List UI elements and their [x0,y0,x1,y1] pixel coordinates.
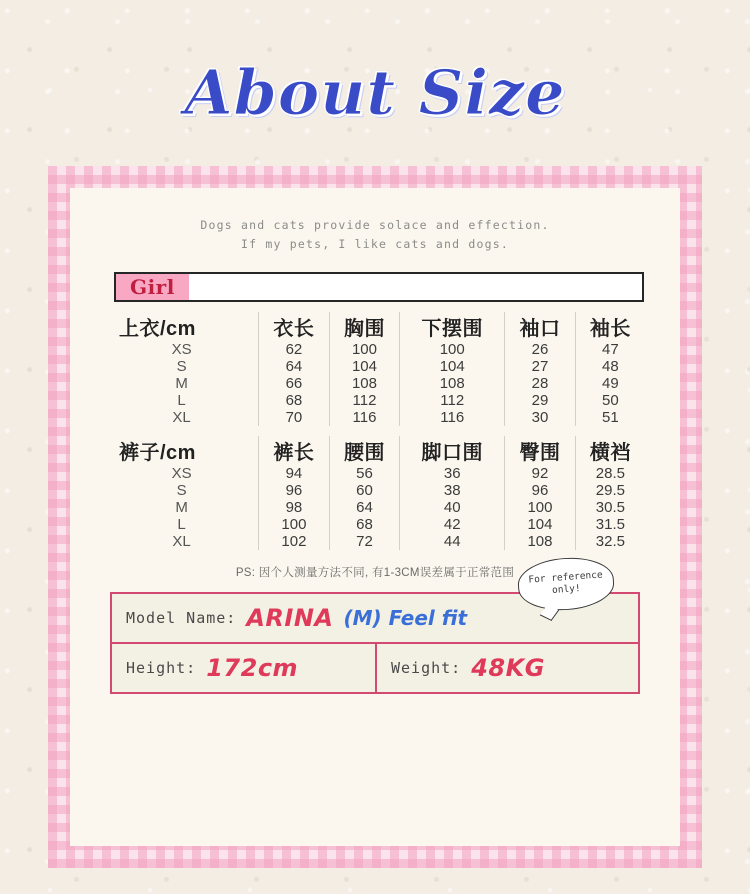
table-row [105,516,645,533]
girl-label-bar [114,272,644,302]
gingham-frame [48,166,702,868]
table-row [105,358,645,375]
model-weight-label: Weight: [391,659,462,677]
cell-value: 64 [259,358,330,375]
model-measurements-row [112,642,638,692]
table-row [105,465,645,482]
cell-value: 70 [259,409,330,426]
top-header-hem: 下摆围 [400,312,505,341]
cell-value: 116 [400,409,505,426]
cell-value: 48 [575,358,645,375]
cell-value: 100 [400,341,505,358]
cell-value: 116 [329,409,400,426]
model-weight-value: 48KG [471,654,545,682]
cell-value: 29.5 [575,482,645,499]
cell-value: 66 [259,375,330,392]
cell-value: 60 [329,482,400,499]
top-header-length: 衣长 [259,312,330,341]
size-card [70,188,680,846]
top-header-sleeve: 袖长 [575,312,645,341]
bottom-header-crotch: 横裆 [575,436,645,465]
page-title: About Size [184,56,566,129]
cell-size: M [175,499,188,516]
reference-bubble: For reference only! [516,555,615,614]
cell-size: XL [172,533,191,550]
top-header-bust: 胸围 [329,312,400,341]
model-weight-cell [375,644,638,692]
top-table-header-row [105,312,645,341]
cell-value: 49 [575,375,645,392]
bottom-size-table [105,436,645,550]
bottom-header-waist: 腰围 [329,436,400,465]
cell-value: 27 [505,358,576,375]
cell-value: 50 [575,392,645,409]
model-fit-value: (M) Feel fit [343,606,468,630]
cell-value: 102 [259,533,330,550]
cell-value: 104 [505,516,576,533]
table-row [105,409,645,426]
girl-bar-blank [189,274,642,300]
cell-value: 42 [400,516,505,533]
cell-value: 104 [329,358,400,375]
cell-size: XS [171,341,192,358]
table-row [105,392,645,409]
cell-value: 104 [400,358,505,375]
cell-value: 40 [400,499,505,516]
cell-size: L [177,516,186,533]
decorative-note [92,216,658,254]
cell-value: 62 [259,341,330,358]
cell-value: 44 [400,533,505,550]
bottom-header-length: 裤长 [259,436,330,465]
top-header-cuff: 袖口 [505,312,576,341]
cell-value: 108 [505,533,576,550]
cell-value: 56 [329,465,400,482]
cell-value: 31.5 [575,516,645,533]
cell-value: 29 [505,392,576,409]
cell-value: 32.5 [575,533,645,550]
cell-value: 100 [329,341,400,358]
bottom-header-legopening: 脚口围 [400,436,505,465]
cell-value: 96 [259,482,330,499]
cell-value: 94 [259,465,330,482]
cell-value: 92 [505,465,576,482]
note-line-2: If my pets, I like cats and dogs. [240,237,510,251]
cell-value: 47 [575,341,645,358]
cell-value: 108 [400,375,505,392]
cell-value: 28 [505,375,576,392]
cell-value: 112 [329,392,400,409]
cell-value: 38 [400,482,505,499]
cell-value: 96 [505,482,576,499]
cell-value: 30.5 [575,499,645,516]
top-size-table [105,312,645,426]
bottom-header-category: 裤子/cm [119,442,196,464]
cell-value: 64 [329,499,400,516]
cell-value: 100 [505,499,576,516]
bottom-table-header-row [105,436,645,465]
measurement-note: PS: 因个人测量方法不同, 有1-3CM误差属于正常范围 [235,567,515,579]
note-line-1: Dogs and cats provide solace and effection. [200,218,550,232]
table-row [105,375,645,392]
cell-value: 100 [259,516,330,533]
cell-value: 30 [505,409,576,426]
table-row [105,533,645,550]
table-row [105,482,645,499]
cell-value: 72 [329,533,400,550]
table-row [105,341,645,358]
cell-size: L [177,392,186,409]
model-name-label: Model Name: [126,609,237,627]
cell-value: 68 [259,392,330,409]
top-header-category: 上衣/cm [119,318,196,340]
cell-value: 68 [329,516,400,533]
table-row [105,499,645,516]
cell-size: XL [172,409,191,426]
cell-value: 98 [259,499,330,516]
cell-value: 26 [505,341,576,358]
model-height-cell [112,644,375,692]
cell-value: 108 [329,375,400,392]
model-height-value: 172cm [206,654,299,682]
bottom-header-hip: 臀围 [505,436,576,465]
cell-value: 28.5 [575,465,645,482]
cell-size: M [175,375,188,392]
cell-value: 112 [400,392,505,409]
model-name-value: ARINA [246,604,334,632]
cell-value: 51 [575,409,645,426]
cell-value: 36 [400,465,505,482]
girl-tag: Girl [116,274,189,300]
cell-size: XS [171,465,192,482]
cell-size: S [176,482,187,499]
cell-size: S [176,358,187,375]
model-height-label: Height: [126,659,197,677]
